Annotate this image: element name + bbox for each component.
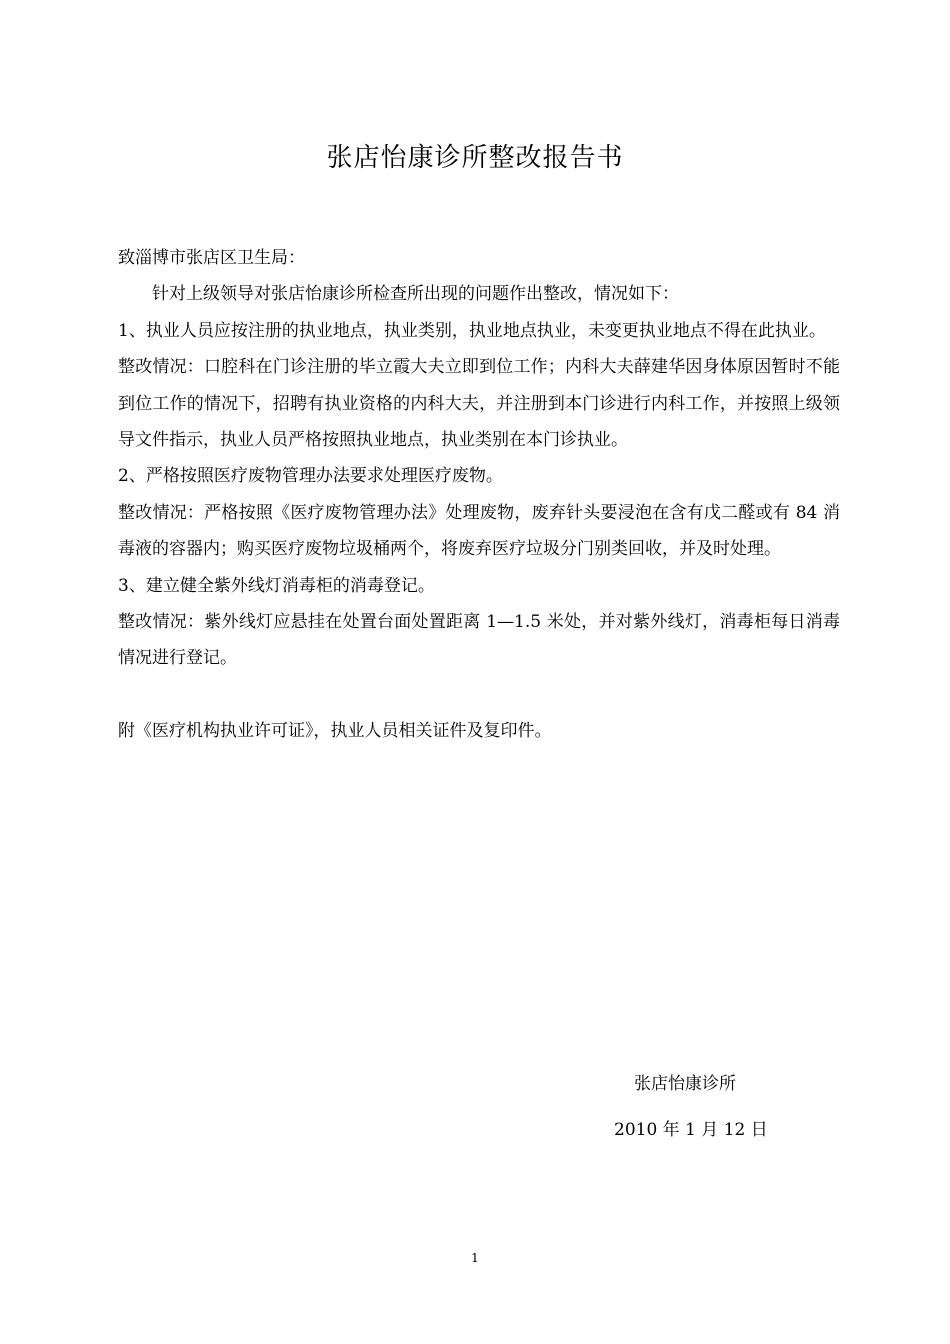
signature-organization: 张店怡康诊所: [634, 1074, 736, 1094]
salutation: 致淄博市张店区卫生局：: [118, 248, 305, 268]
rectification-3: 整改情况：紫外线灯应悬挂在处置台面处置距离 1—1.5 米处，并对紫外线灯，消毒柜每日消毒情况进行登记。: [118, 612, 840, 669]
document-body: [118, 240, 840, 750]
attachment-note: 附《医疗机构执业许可证》，执业人员相关证件及复印件。: [118, 721, 552, 742]
rectification-2: 整改情况：严格按照《医疗废物管理办法》处理废物，废弃针头要浸泡在含有戊二醛或有 84 消毒液的容器内；购买医疗废物垃圾桶两个，将废弃医疗垃圾分门别类回收，并及时处理。: [118, 502, 840, 560]
paragraph-spacer: [118, 677, 840, 713]
rectification-1: 整改情况：口腔科在门诊注册的毕立霞大夫立即到位工作；内科大夫薛建华因身体原因暂时不能到位工作的情况下，招聘有执业资格的内科大夫，并注册到本门诊进行内科工作，并按照上级领导文件指示，执业人员严格按照执业地点，执业类别在本门诊执业。: [118, 357, 840, 451]
document-title: 张店怡康诊所整改报告书: [326, 143, 624, 173]
issue-3: 3、建立健全紫外线灯消毒柜的消毒登记。: [118, 575, 435, 596]
page-number: 1: [471, 1251, 479, 1265]
issue-1: 1、执业人员应按注册的执业地点，执业类别，执业地点执业，未变更执业地点不得在此执业。: [118, 320, 826, 341]
intro-paragraph: 针对上级领导对张店怡康诊所检查所出现的问题作出整改，情况如下：: [152, 284, 679, 305]
signature-date: 2010 年 1 月 12 日: [614, 1120, 768, 1140]
issue-2: 2、严格按照医疗废物管理办法要求处理医疗废物。: [118, 466, 503, 487]
